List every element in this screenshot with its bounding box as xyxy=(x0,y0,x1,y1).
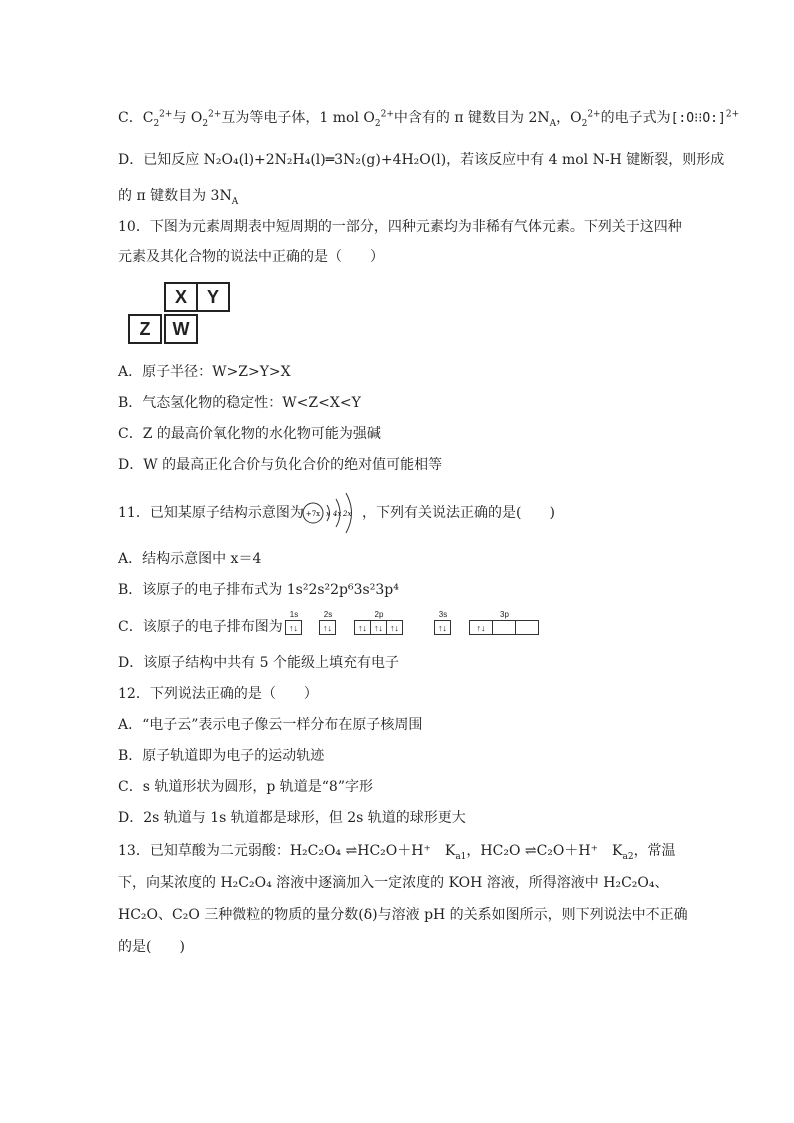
q13-stem-line4: 的是( ) xyxy=(118,939,185,955)
q12-option-b: B．原子轨道即为电子的运动轨迹 xyxy=(118,748,325,764)
orbital-box: ↑↓ xyxy=(386,620,403,635)
q9-option-c: C．$C_2^{2+}$与 $O_2^{2+}$互为等电子体，1 mol $O_2^{2+}$中含有的 π 键数目为 $2N_A$，$O_2^{2+}$的电子式为[:O⁝⁝O:]$^{2+}$ xyxy=(118,109,740,129)
q10-stem-line2: 元素及其化合物的说法中正确的是（ ） xyxy=(118,249,384,265)
orbital-box: ↑↓ xyxy=(285,620,302,635)
shell-2-count: 4x xyxy=(333,510,342,518)
q12-option-d: D．2s 轨道与 1s 轨道都是球形，但 2s 轨道的球形更大 xyxy=(118,810,466,826)
orbital-3p: 3p ↑↓ xyxy=(470,610,539,635)
element-x: X xyxy=(164,282,198,312)
shell-1-count: x xyxy=(326,510,330,518)
orbital-box: ↑↓ xyxy=(319,620,336,635)
q12-option-c: C．s 轨道形状为圆形，p 轨道是“8”字形 xyxy=(118,779,373,795)
orbital-box xyxy=(515,620,539,635)
orbital-1s: 1s ↑↓ xyxy=(286,610,302,635)
nucleus-charge: +7x xyxy=(305,510,321,518)
q10-option-c: C．Z 的最高价氧化物的水化物可能为强碱 xyxy=(118,426,381,442)
orbital-box: ↑↓ xyxy=(370,620,387,635)
q11-option-d: D．该原子结构中共有 5 个能级上填充有电子 xyxy=(118,655,400,671)
q11-option-c: C．该原子的电子排布图为 xyxy=(118,619,283,635)
atom-structure-diagram xyxy=(300,491,362,535)
orbital-box: ↑↓ xyxy=(469,620,493,635)
q10-option-b: B．气态氢化物的稳定性：W<Z<X<Y xyxy=(118,395,361,411)
q9-option-d-line2: 的 π 键数目为 $3N_A$ xyxy=(118,188,239,207)
orbital-2p: 2p ↑↓ ↑↓ ↑↓ xyxy=(355,610,403,635)
q11-option-b: B．该原子的电子排布式为 1s²2s²2p⁶3s²3p⁴ xyxy=(118,582,399,598)
orbital-3s: 3s ↑↓ xyxy=(435,610,451,635)
q11-stem-b: ，下列有关说法正确的是( ) xyxy=(362,505,555,521)
q10-option-d: D．W 的最高正化合价与负化合价的绝对值可能相等 xyxy=(118,457,443,473)
q13-stem-line2: 下，向某浓度的 H₂C₂O₄ 溶液中逐滴加入一定浓度的 KOH 溶液，所得溶液中 H₂C₂O₄、 xyxy=(118,875,669,891)
q12-stem: 12．下列说法正确的是（ ） xyxy=(118,686,318,702)
orbital-box: ↑↓ xyxy=(434,620,451,635)
orbital-box xyxy=(492,620,516,635)
element-z: Z xyxy=(128,314,162,344)
q11-stem-a: 11．已知某原子结构示意图为 xyxy=(118,505,304,521)
q10-option-a: A．原子半径：W>Z>Y>X xyxy=(118,364,291,380)
element-y: Y xyxy=(196,282,230,312)
q13-stem-line3: HC₂O、C₂O 三种微粒的物质的量分数(δ)与溶液 pH 的关系如图所示，则下列说法中不正确 xyxy=(118,907,688,923)
orbital-box: ↑↓ xyxy=(354,620,371,635)
q13-stem-line1: 13．已知草酸为二元弱酸：H₂C₂O₄ ⇌HC₂O＋H⁺ $K_{a1}$，HC₂O ⇌C₂O＋H⁺ $K_{a2}$，常温 xyxy=(118,843,676,862)
orbital-2s: 2s ↑↓ xyxy=(320,610,336,635)
q10-stem-line1: 10．下图为元素周期表中短周期的一部分，四种元素均为非稀有气体元素。下列关于这四种 xyxy=(118,219,682,235)
q9-option-d-line1: D．已知反应 N₂O₄(l)+2N₂H₄(l)═3N₂(g)+4H₂O(l)，若该反应中有 4 mol N-H 键断裂，则形成 xyxy=(118,152,725,168)
element-w: W xyxy=(164,314,198,344)
shell-3-count: 2x xyxy=(343,510,352,518)
q12-option-a: A．“电子云”表示电子像云一样分布在原子核周围 xyxy=(118,717,423,733)
q11-option-a: A．结构示意图中 x＝4 xyxy=(118,551,262,567)
peroxide-formula: [:O⁝⁝O:] xyxy=(670,111,726,126)
